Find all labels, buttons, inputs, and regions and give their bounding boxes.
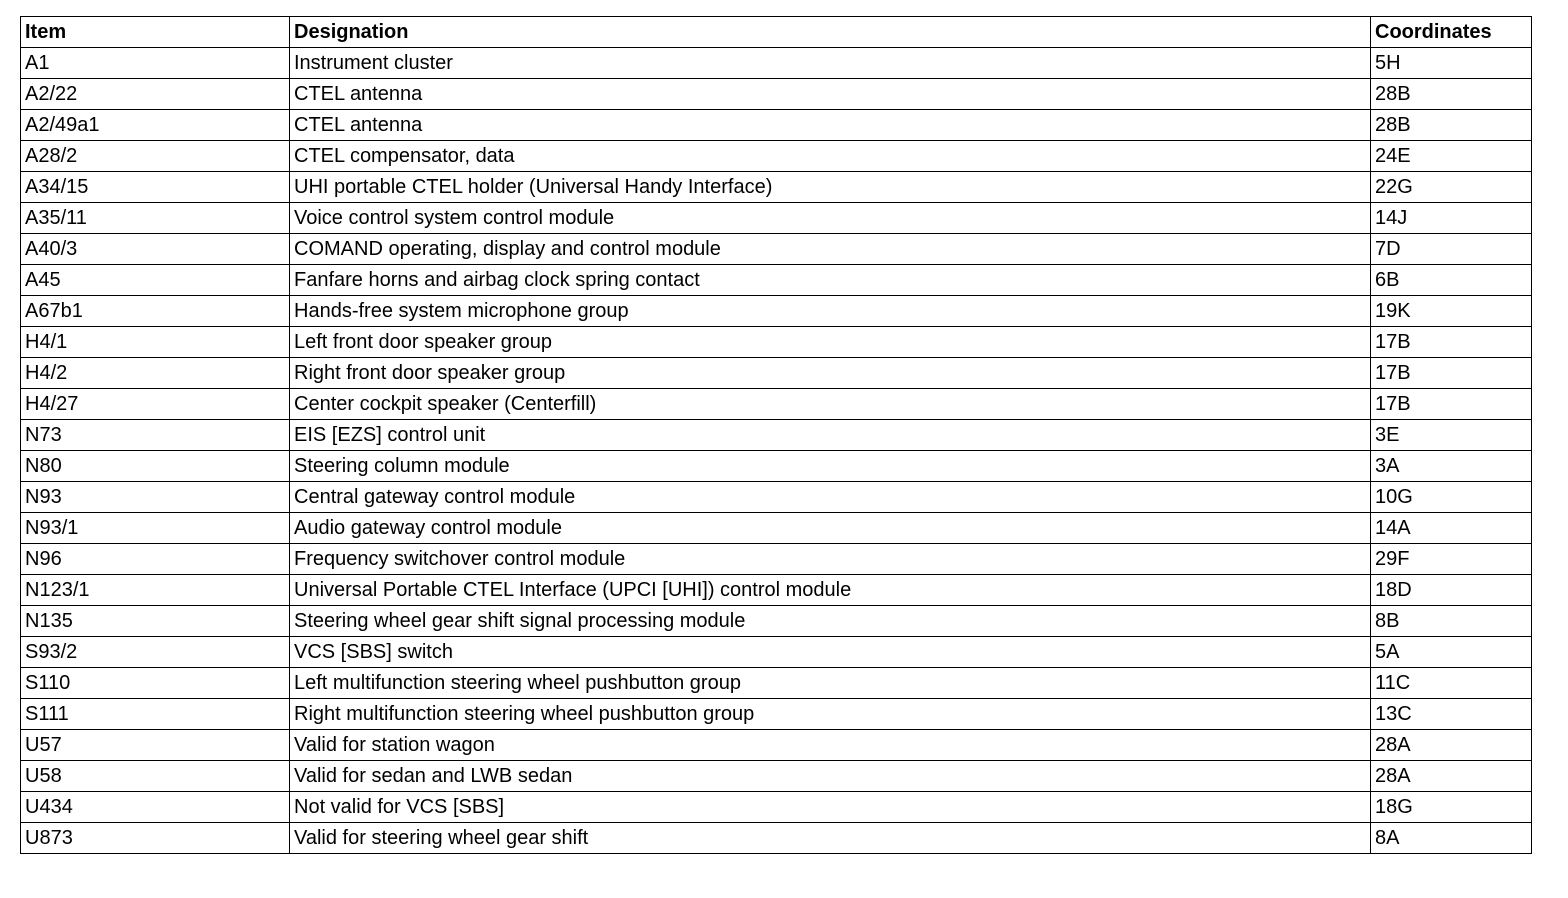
table-row	[21, 234, 1532, 265]
cell-item: A40/3	[21, 234, 290, 265]
cell-designation: Right multifunction steering wheel pushbutton group	[290, 699, 1371, 730]
table-row	[21, 606, 1532, 637]
cell-coordinates: 8B	[1371, 606, 1532, 637]
cell-coordinates: 3E	[1371, 420, 1532, 451]
component-legend-table	[20, 16, 1532, 854]
table-row	[21, 792, 1532, 823]
cell-coordinates: 5A	[1371, 637, 1532, 668]
cell-coordinates: 6B	[1371, 265, 1532, 296]
cell-item: A2/22	[21, 79, 290, 110]
cell-item: N123/1	[21, 575, 290, 606]
cell-coordinates: 22G	[1371, 172, 1532, 203]
table-row	[21, 389, 1532, 420]
cell-coordinates: 28A	[1371, 730, 1532, 761]
cell-item: U58	[21, 761, 290, 792]
cell-coordinates: 18G	[1371, 792, 1532, 823]
cell-coordinates: 17B	[1371, 389, 1532, 420]
cell-coordinates: 7D	[1371, 234, 1532, 265]
table-row	[21, 110, 1532, 141]
cell-designation: EIS [EZS] control unit	[290, 420, 1371, 451]
cell-item: H4/1	[21, 327, 290, 358]
table-header-row	[21, 17, 1532, 48]
cell-designation: Right front door speaker group	[290, 358, 1371, 389]
cell-designation: Left multifunction steering wheel pushbutton group	[290, 668, 1371, 699]
cell-coordinates: 10G	[1371, 482, 1532, 513]
table-row	[21, 637, 1532, 668]
header-item: Item	[21, 17, 290, 48]
cell-designation: CTEL compensator, data	[290, 141, 1371, 172]
cell-coordinates: 3A	[1371, 451, 1532, 482]
cell-item: H4/2	[21, 358, 290, 389]
cell-item: N73	[21, 420, 290, 451]
cell-designation: Valid for steering wheel gear shift	[290, 823, 1371, 854]
cell-coordinates: 29F	[1371, 544, 1532, 575]
cell-item: S110	[21, 668, 290, 699]
table-row	[21, 141, 1532, 172]
cell-coordinates: 28B	[1371, 110, 1532, 141]
cell-designation: Central gateway control module	[290, 482, 1371, 513]
cell-designation: Not valid for VCS [SBS]	[290, 792, 1371, 823]
cell-coordinates: 8A	[1371, 823, 1532, 854]
table-row	[21, 296, 1532, 327]
table-row	[21, 668, 1532, 699]
cell-designation: CTEL antenna	[290, 79, 1371, 110]
cell-coordinates: 14A	[1371, 513, 1532, 544]
cell-coordinates: 18D	[1371, 575, 1532, 606]
cell-item: S93/2	[21, 637, 290, 668]
cell-designation: Left front door speaker group	[290, 327, 1371, 358]
cell-designation: Frequency switchover control module	[290, 544, 1371, 575]
cell-designation: COMAND operating, display and control module	[290, 234, 1371, 265]
cell-item: U873	[21, 823, 290, 854]
cell-designation: Center cockpit speaker (Centerfill)	[290, 389, 1371, 420]
table-row	[21, 451, 1532, 482]
cell-designation: VCS [SBS] switch	[290, 637, 1371, 668]
table-row	[21, 420, 1532, 451]
table-row	[21, 699, 1532, 730]
table-row	[21, 327, 1532, 358]
cell-designation: Universal Portable CTEL Interface (UPCI [UHI]) control module	[290, 575, 1371, 606]
table-row	[21, 358, 1532, 389]
cell-designation: Voice control system control module	[290, 203, 1371, 234]
table-row	[21, 482, 1532, 513]
table-row	[21, 79, 1532, 110]
cell-coordinates: 17B	[1371, 358, 1532, 389]
cell-item: N96	[21, 544, 290, 575]
cell-item: U434	[21, 792, 290, 823]
cell-item: A2/49a1	[21, 110, 290, 141]
cell-designation: CTEL antenna	[290, 110, 1371, 141]
table-row	[21, 730, 1532, 761]
table-row	[21, 575, 1532, 606]
cell-coordinates: 17B	[1371, 327, 1532, 358]
cell-coordinates: 5H	[1371, 48, 1532, 79]
table-row	[21, 544, 1532, 575]
cell-item: S111	[21, 699, 290, 730]
cell-coordinates: 11C	[1371, 668, 1532, 699]
table-row	[21, 265, 1532, 296]
table-row	[21, 48, 1532, 79]
cell-item: N135	[21, 606, 290, 637]
cell-coordinates: 14J	[1371, 203, 1532, 234]
cell-item: H4/27	[21, 389, 290, 420]
cell-coordinates: 24E	[1371, 141, 1532, 172]
cell-item: N93	[21, 482, 290, 513]
cell-designation: Valid for sedan and LWB sedan	[290, 761, 1371, 792]
cell-item: A67b1	[21, 296, 290, 327]
cell-designation: Steering column module	[290, 451, 1371, 482]
cell-item: A35/11	[21, 203, 290, 234]
header-designation: Designation	[290, 17, 1371, 48]
table-row	[21, 513, 1532, 544]
header-coordinates: Coordinates	[1371, 17, 1532, 48]
table-row	[21, 172, 1532, 203]
table-body	[21, 48, 1532, 854]
cell-designation: Steering wheel gear shift signal processing module	[290, 606, 1371, 637]
cell-coordinates: 13C	[1371, 699, 1532, 730]
cell-designation: Fanfare horns and airbag clock spring contact	[290, 265, 1371, 296]
cell-designation: Audio gateway control module	[290, 513, 1371, 544]
cell-coordinates: 28A	[1371, 761, 1532, 792]
cell-item: U57	[21, 730, 290, 761]
cell-item: A1	[21, 48, 290, 79]
cell-coordinates: 28B	[1371, 79, 1532, 110]
cell-designation: Instrument cluster	[290, 48, 1371, 79]
cell-item: N93/1	[21, 513, 290, 544]
cell-item: N80	[21, 451, 290, 482]
cell-designation: Hands-free system microphone group	[290, 296, 1371, 327]
table-row	[21, 761, 1532, 792]
cell-designation: Valid for station wagon	[290, 730, 1371, 761]
cell-item: A45	[21, 265, 290, 296]
cell-item: A28/2	[21, 141, 290, 172]
cell-coordinates: 19K	[1371, 296, 1532, 327]
cell-designation: UHI portable CTEL holder (Universal Handy Interface)	[290, 172, 1371, 203]
table-row	[21, 203, 1532, 234]
cell-item: A34/15	[21, 172, 290, 203]
table-row	[21, 823, 1532, 854]
